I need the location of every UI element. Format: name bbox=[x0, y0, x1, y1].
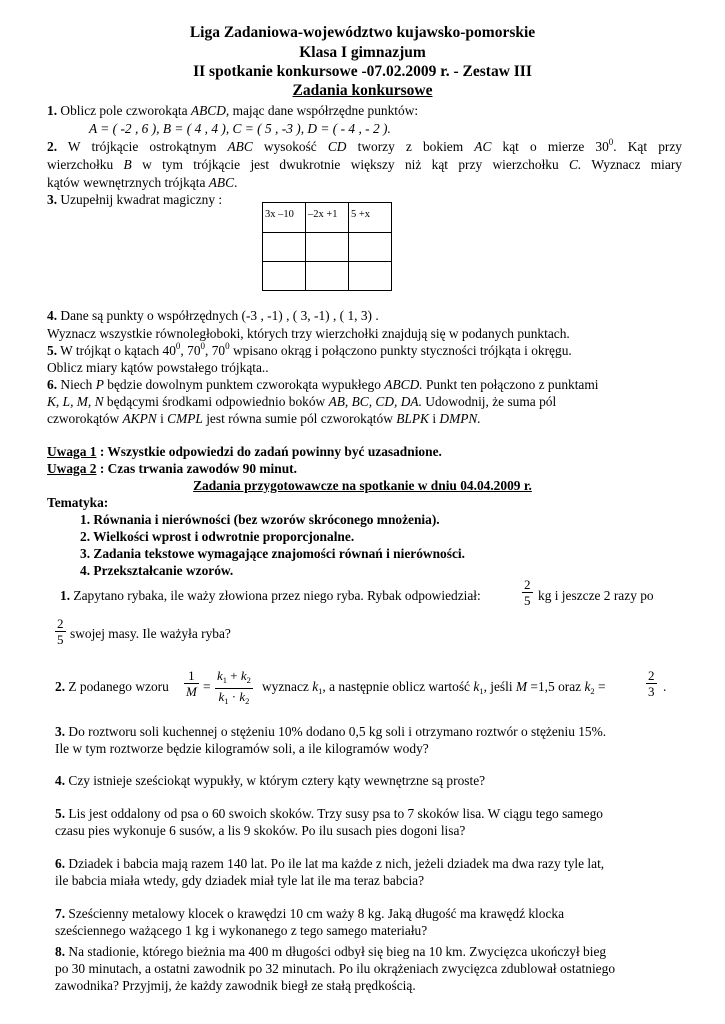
task-number: 5. bbox=[55, 806, 66, 821]
prep-8-line-2: po 30 minutach, a ostatni zawodnik po 32 minutach. Po ilu okrążeniach zwycięzca zdublował ostatniego bbox=[55, 961, 616, 976]
task-text: Niech bbox=[57, 377, 96, 392]
meeting-title: II spotkanie konkursowe -07.02.2009 r. - Zestaw III bbox=[193, 63, 532, 80]
task-symbol: ABC bbox=[208, 175, 235, 190]
var-k: k bbox=[473, 679, 480, 694]
fraction-denominator: 5 bbox=[57, 632, 64, 647]
task-symbol: B bbox=[123, 157, 132, 172]
prep-8 bbox=[55, 944, 690, 960]
task-text: Dziadek i babcia mają razem 140 lat. Po ile lat ma każde z nich, jeżeli dziadek ma dwa razy tyle lat, bbox=[65, 856, 605, 871]
prep-6-line-2: ile babcia miała wtedy, gdy dziadek miał tyle lat ile ma teraz babcia? bbox=[55, 873, 425, 888]
period: . bbox=[663, 679, 667, 694]
index: 1 bbox=[224, 696, 229, 706]
index: 2 bbox=[246, 675, 251, 685]
operator: + bbox=[227, 668, 241, 683]
task-5-line-2: Oblicz miary kątów powstałego trójkąta.. bbox=[47, 360, 269, 375]
task-symbol: ABC bbox=[227, 139, 253, 154]
task-text: Z podanego wzoru bbox=[65, 679, 169, 694]
task-2-line-1 bbox=[47, 139, 682, 155]
fraction-numerator: 2 bbox=[648, 668, 655, 683]
task-symbol: P bbox=[95, 377, 104, 392]
magic-cell-empty bbox=[263, 262, 306, 291]
task-6-line-3 bbox=[47, 411, 682, 427]
task-text: Uzupełnij kwadrat magiczny : bbox=[57, 192, 223, 207]
index: 2 bbox=[590, 686, 595, 696]
task-text: , jeśli bbox=[483, 679, 516, 694]
prep-1-line-2: swojej masy. Ile ważyła ryba? bbox=[70, 626, 231, 641]
task-text: Udowodnij, że suma pól bbox=[421, 394, 557, 409]
task-number: 8. bbox=[55, 944, 66, 959]
task-text: =1,5 oraz bbox=[527, 679, 585, 694]
task-number: 7. bbox=[55, 906, 66, 921]
class-title: Klasa I gimnazjum bbox=[299, 44, 426, 61]
prep-title-wrap bbox=[0, 478, 725, 494]
league-title: Liga Zadaniowa-województwo kujawsko-pomorskie bbox=[189, 24, 536, 41]
topic-item: 2. Wielkości wprost i odwrotnie proporcjonalne. bbox=[80, 529, 355, 544]
task-text: i bbox=[156, 411, 168, 426]
task-2-line-2 bbox=[47, 157, 682, 173]
task-text: Sześcienny metalowy klocek o krawędzi 10 cm waży 8 kg. Jaką długość ma krawędź klocka bbox=[65, 906, 565, 921]
task-text: . Kąt przy bbox=[613, 139, 683, 154]
task-text: będzie dowolnym punktem czworokąta wypukłego bbox=[103, 377, 385, 392]
prep-7 bbox=[55, 906, 690, 922]
var-k: k bbox=[584, 679, 591, 694]
task-text: Do roztworu soli kuchennej o stężeniu 10% dodano 0,5 kg soli i otrzymano roztwór o stężeniu 15%. bbox=[65, 724, 607, 739]
degree-mark: 0 bbox=[608, 137, 614, 147]
degree-mark: 0 bbox=[225, 341, 230, 351]
index: 1 bbox=[479, 686, 484, 696]
task-text: jest równa sumie pól czworokątów bbox=[202, 411, 397, 426]
task-1-points bbox=[89, 121, 724, 137]
task-text: i bbox=[428, 411, 440, 426]
prep-title: Zadania przygotowawcze na spotkanie w dniu 04.04.2009 r. bbox=[193, 478, 532, 493]
task-symbol: CMPL bbox=[167, 411, 203, 426]
task-text: mając dane współrzędne punktów: bbox=[229, 103, 419, 118]
task-number: 1. bbox=[60, 588, 71, 603]
task-text: będącymi środkami odpowiednio boków bbox=[103, 394, 329, 409]
task-text: Oblicz pole czworokąta bbox=[57, 103, 191, 118]
note-text: : Czas trwania zawodów 90 minut. bbox=[96, 461, 297, 476]
task-symbol: AC bbox=[474, 139, 492, 154]
task-text: tworzy z bokiem bbox=[346, 139, 475, 154]
prep-5 bbox=[55, 806, 690, 822]
topic-item: 1. Równania i nierówności (bez wzorów skróconego mnożenia). bbox=[80, 512, 440, 527]
task-symbol: AKPN bbox=[122, 411, 157, 426]
fraction bbox=[522, 577, 533, 608]
var-k: k bbox=[217, 668, 223, 683]
section-title: Zadania konkursowe bbox=[292, 82, 433, 99]
magic-cell: 5 +x bbox=[349, 203, 392, 233]
equals-sign: = bbox=[203, 679, 211, 694]
task-text: kąt o mierze 30 bbox=[491, 139, 609, 154]
fraction-numerator: 2 bbox=[524, 577, 531, 592]
prep-4 bbox=[55, 773, 690, 789]
task-symbol: AB, BC, CD, DA. bbox=[328, 394, 422, 409]
task-symbol: ABCD. bbox=[384, 377, 423, 392]
magic-cell-empty bbox=[306, 233, 349, 262]
task-text: Wyznacz miary bbox=[581, 157, 682, 172]
magic-cell-empty bbox=[349, 233, 392, 262]
task-number: 6. bbox=[47, 377, 58, 392]
task-text: W trójkącie ostrokątnym bbox=[57, 139, 228, 154]
task-text: czworokątów bbox=[47, 411, 123, 426]
operator: · bbox=[228, 689, 240, 704]
task-number: 2. bbox=[47, 139, 58, 154]
prep-3 bbox=[55, 724, 690, 740]
task-text: wpisano okrąg i połączono punkty styczności trójkąta i okręgu. bbox=[229, 343, 572, 358]
task-text: kątów wewnętrznych trójkąta bbox=[47, 175, 209, 190]
var-k: k bbox=[239, 689, 246, 704]
prep-6 bbox=[55, 856, 690, 872]
prep-1-tail: kg i jeszcze 2 razy po bbox=[538, 588, 654, 603]
note-label: Uwaga 1 bbox=[47, 444, 97, 459]
task-symbol: BLPK bbox=[396, 411, 429, 426]
var-k: k bbox=[312, 679, 319, 694]
task-text: , 70 bbox=[205, 343, 226, 358]
task-text: Lis jest oddalony od psa o 60 swoich skoków. Trzy susy psa to 7 skoków lisa. W ciągu tego samego bbox=[65, 806, 603, 821]
prep-2-text bbox=[262, 679, 642, 699]
degree-mark: 0 bbox=[175, 341, 181, 351]
task-symbol: CD bbox=[327, 139, 347, 154]
task-text: wysokość bbox=[252, 139, 328, 154]
task-text: Zapytano rybaka, ile waży złowiona przez niego ryba. Rybak odpowiedział: bbox=[70, 588, 481, 603]
fraction-denominator: 5 bbox=[524, 593, 531, 608]
var-k: k bbox=[218, 689, 225, 704]
task-number: 6. bbox=[55, 856, 66, 871]
task-6 bbox=[47, 377, 682, 393]
task-text: wyznacz bbox=[262, 679, 313, 694]
task-text: Punkt ten połączono z punktami bbox=[422, 377, 599, 392]
task-number: 5. bbox=[47, 343, 58, 358]
task-5 bbox=[47, 343, 682, 359]
task-1 bbox=[47, 103, 682, 119]
task-text: = bbox=[594, 679, 606, 694]
task-text: Dane są punkty o współrzędnych (-3 , -1) , ( 3, -1) , ( 1, 3) . bbox=[57, 308, 379, 323]
task-text: , 70 bbox=[180, 343, 201, 358]
note-1 bbox=[47, 444, 682, 460]
prep-5-line-2: czasu pies wykonuje 6 susów, a lis 9 skoków. Po ilu susach pies dogoni lisa? bbox=[55, 823, 466, 838]
note-text: : Wszystkie odpowiedzi do zadań powinny być uzasadnione. bbox=[96, 444, 442, 459]
var-k: k bbox=[240, 668, 247, 683]
section-title-wrap bbox=[0, 82, 725, 100]
fraction-numerator: 2 bbox=[57, 616, 64, 631]
task-4-line-2: Wyznacz wszystkie równoległoboki, których trzy wierzchołki znajdują się w podanych punktach. bbox=[47, 326, 570, 341]
magic-cell-empty bbox=[263, 233, 306, 262]
task-text: . bbox=[234, 175, 238, 190]
task-number: 3. bbox=[55, 724, 66, 739]
task-text: Na stadionie, którego bieżnia ma 400 m długości odbył się bieg na 10 km. Zwycięzca ukończył bieg bbox=[65, 944, 607, 959]
task-symbol: DMPN. bbox=[439, 411, 481, 426]
fraction-1-over-m bbox=[184, 668, 199, 699]
fraction-denominator: 3 bbox=[648, 684, 655, 699]
topics-title: Tematyka: bbox=[47, 495, 109, 510]
index: 1 bbox=[318, 686, 323, 696]
task-text: , a następnie oblicz wartość bbox=[322, 679, 474, 694]
task-symbol: ABCD, bbox=[190, 103, 230, 118]
index: 1 bbox=[222, 675, 228, 685]
magic-cell-empty bbox=[349, 262, 392, 291]
task-symbol: K, L, M, N bbox=[47, 394, 104, 409]
task-number: 3. bbox=[47, 192, 58, 207]
fraction bbox=[55, 616, 66, 647]
magic-cell: 3x –10 bbox=[263, 203, 306, 233]
task-number: 4. bbox=[47, 308, 58, 323]
magic-cell: –2x +1 bbox=[306, 203, 349, 233]
task-number: 2. bbox=[55, 679, 66, 694]
prep-2 bbox=[55, 679, 185, 695]
task-2-line-3 bbox=[47, 175, 682, 191]
topic-item: 4. Przekształcanie wzorów. bbox=[80, 563, 234, 578]
prep-7-line-2: sześciennego ważącego 1 kg i wykonanego z tego samego materiału? bbox=[55, 923, 428, 938]
task-6-line-2 bbox=[47, 394, 682, 410]
fraction-denominator: M bbox=[186, 684, 197, 699]
task-text: Czy istnieje sześciokąt wypukły, w którym cztery kąty wewnętrzne są proste? bbox=[65, 773, 486, 788]
fraction-two-thirds bbox=[646, 668, 657, 699]
task-number: 4. bbox=[55, 773, 66, 788]
fraction-numerator: 1 bbox=[184, 668, 199, 684]
task-4 bbox=[47, 308, 682, 324]
task-text: wierzchołku bbox=[47, 157, 124, 172]
task-text: w tym trójkącie jest dwukrotnie większy niż kąt przy wierzchołku bbox=[131, 157, 570, 172]
index: 2 bbox=[245, 696, 250, 706]
prep-3-line-2: Ile w tym roztworze będzie kilogramów soli, a ile kilogramów wody? bbox=[55, 741, 429, 756]
note-2 bbox=[47, 461, 682, 477]
note-label: Uwaga 2 bbox=[47, 461, 97, 476]
degree-mark: 0 bbox=[200, 341, 206, 351]
magic-cell-empty bbox=[306, 262, 349, 291]
var-m: M bbox=[515, 679, 528, 694]
task-number: 1. bbox=[47, 103, 58, 118]
fraction-numerator bbox=[215, 668, 253, 689]
fraction-denominator bbox=[215, 689, 253, 709]
fraction-k bbox=[215, 668, 253, 709]
task-text: W trójkąt o kątach 40 bbox=[57, 343, 176, 358]
prep-8-line-3: zawodnika? Przyjmij, że każdy zawodnik biegł ze stałą prędkością. bbox=[55, 978, 416, 993]
task-symbol: C. bbox=[569, 157, 582, 172]
topic-item: 3. Zadania tekstowe wymagające znajomości równań i nierówności. bbox=[80, 546, 465, 561]
magic-square bbox=[262, 202, 392, 291]
task-points: A = ( -2 , 6 ), B = ( 4 , 4 ), C = ( 5 , -3 ), D = ( - 4 , - 2 ). bbox=[89, 121, 391, 136]
